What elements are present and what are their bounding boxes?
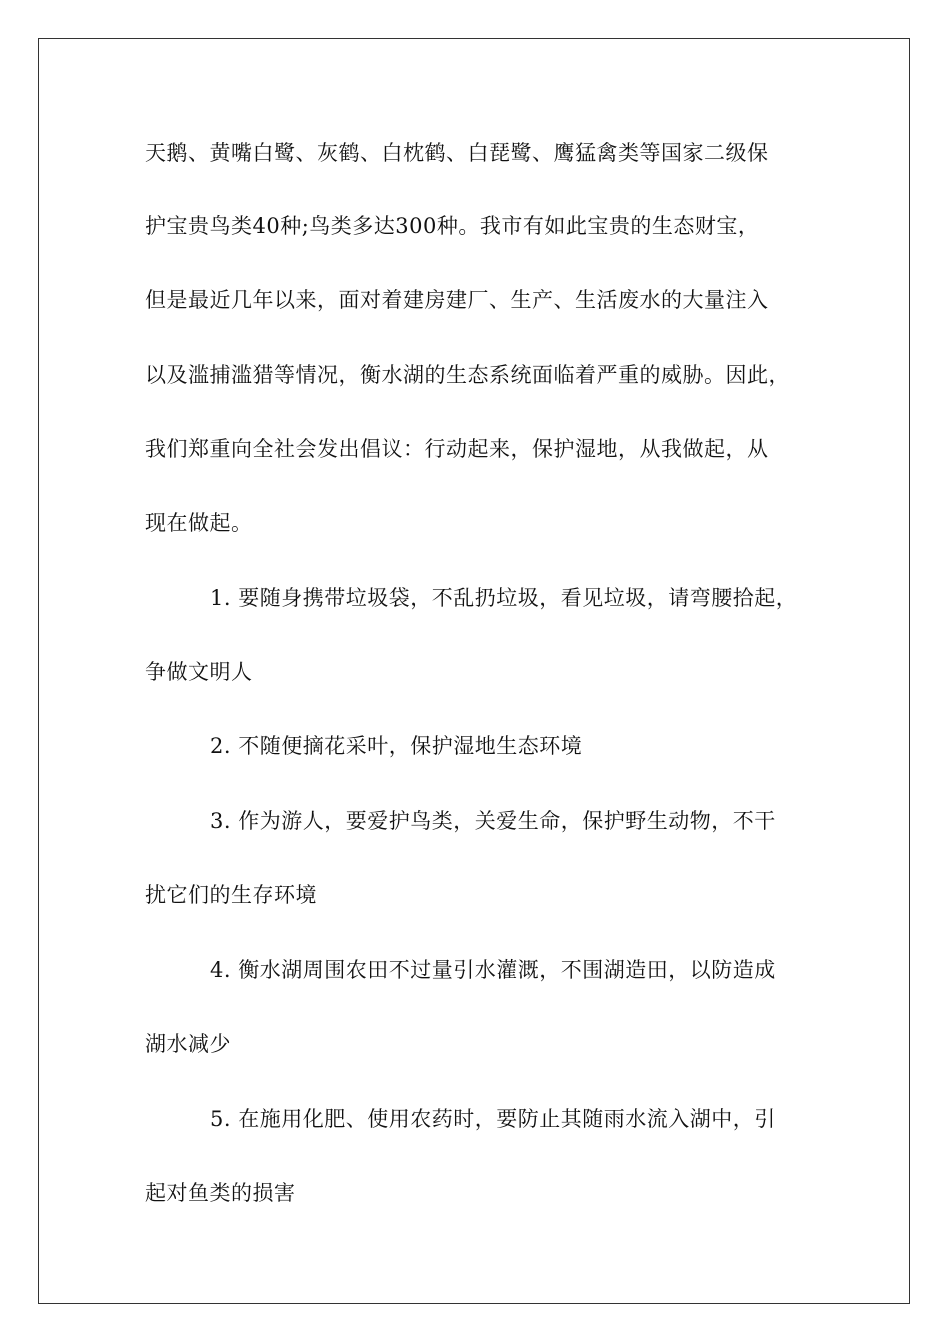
text-line: 但是最近几年以来，面对着建房建厂、生产、生活废水的大量注入: [145, 288, 769, 312]
list-item-line: 3. 作为游人，要爱护鸟类，关爱生命，保护野生动物，不干: [210, 809, 776, 833]
list-item-line: 2. 不随便摘花采叶，保护湿地生态环境: [210, 734, 583, 758]
list-item-line: 争做文明人: [145, 660, 253, 684]
list-item-line: 扰它们的生存环境: [145, 883, 317, 907]
list-item-line: 4. 衡水湖周围农田不过量引水灌溉，不围湖造田，以防造成: [210, 958, 776, 982]
text-line: 我们郑重向全社会发出倡议：行动起来，保护湿地，从我做起，从: [145, 437, 769, 461]
text-line: 天鹅、黄嘴白鹭、灰鹤、白枕鹤、白琵鹭、鹰猛禽类等国家二级保: [145, 141, 769, 165]
text-line: 以及滥捕滥猎等情况，衡水湖的生态系统面临着严重的威胁。因此，: [145, 363, 790, 387]
list-item-line: 1. 要随身携带垃圾袋，不乱扔垃圾，看见垃圾，请弯腰拾起，: [210, 586, 798, 610]
list-item-line: 湖水减少: [145, 1032, 231, 1056]
list-item-line: 5. 在施用化肥、使用农药时，要防止其随雨水流入湖中，引: [210, 1107, 776, 1131]
text-line: 护宝贵鸟类40种;鸟类多达300种。我市有如此宝贵的生态财宝，: [145, 214, 760, 238]
text-line: 现在做起。: [145, 511, 253, 535]
list-item-line: 起对鱼类的损害: [145, 1181, 296, 1205]
